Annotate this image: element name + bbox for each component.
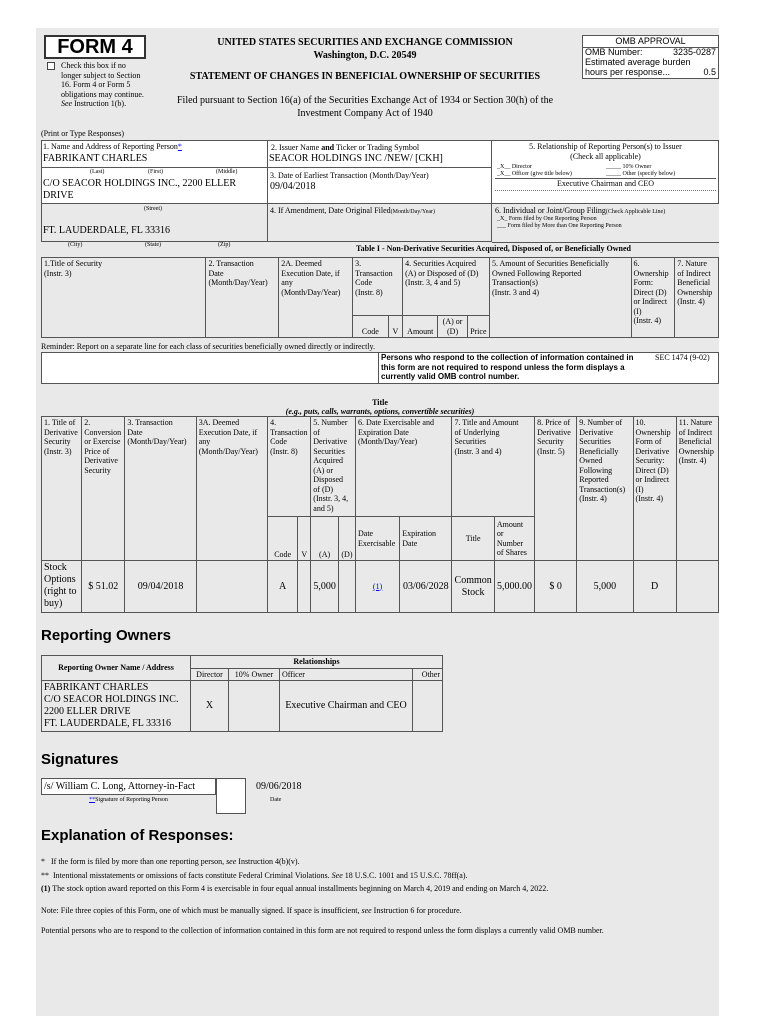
box6-label bbox=[495, 206, 665, 216]
t2-d-header: (D) bbox=[338, 517, 355, 561]
t2-code-cell: A bbox=[268, 561, 298, 613]
ro-relationships-header: Relationships bbox=[191, 656, 443, 669]
check-box-note bbox=[61, 61, 147, 109]
footnote-1-link[interactable]: (1) bbox=[372, 581, 383, 591]
box1-asterisk-link[interactable]: * bbox=[177, 142, 182, 151]
box5-title-underline bbox=[495, 190, 716, 191]
no-longer-subject-checkbox[interactable] bbox=[47, 62, 55, 70]
zip-label: (Zip) bbox=[218, 242, 231, 248]
t1-col3-header: 3. Transaction Code (Instr. 8) bbox=[353, 258, 403, 316]
ro-data-row bbox=[42, 681, 443, 732]
street-label: (Street) bbox=[144, 206, 162, 212]
t1-col2a-header: 2A. Deemed Execution Date, if any (Month/Day/Year) bbox=[279, 258, 353, 338]
t2-col3-header: 3. Transaction Date (Month/Day/Year) bbox=[125, 417, 196, 561]
omb-approval-title: OMB APPROVAL bbox=[582, 36, 719, 48]
burden-label: Estimated average burden bbox=[585, 57, 691, 67]
box6-bottom-line bbox=[492, 242, 719, 243]
t2-date-exercisable-header: Date Exercisable bbox=[355, 517, 399, 561]
ro-officer-header: Officer bbox=[280, 668, 413, 681]
signatures-heading: Signatures bbox=[41, 751, 119, 768]
explanation-heading: Explanation of Responses: bbox=[41, 827, 234, 844]
t2-col1-header: 1. Title of Derivative Security (Instr. 3) bbox=[42, 417, 82, 561]
note-2-pre: Intentional misstatements or omissions of facts constitute Federal Criminal Violations. bbox=[53, 871, 330, 880]
persons-notice: Persons who respond to the collection of information contained in this form are not required to respond unless the form displays a currently valid OMB control number. bbox=[381, 353, 634, 381]
reminder-note: Reminder: Report on a separate line for each class of securities beneficially owned directly or indirectly. bbox=[41, 342, 376, 351]
ro-other-header: Other bbox=[413, 668, 443, 681]
table2-subtitle: (e.g., puts, calls, warrants, options, convertible securities) bbox=[285, 407, 475, 416]
issuer-name: SEACOR HOLDINGS INC /NEW/ [CKH] bbox=[269, 153, 443, 164]
t2-exercisable-cell bbox=[355, 561, 399, 613]
reporting-owners-table bbox=[41, 655, 443, 732]
ro-ten-pct-cell bbox=[229, 681, 280, 732]
street-address-1: C/O SEACOR HOLDINGS INC., 2200 ELLER bbox=[43, 178, 237, 189]
t2-owned-cell: 5,000 bbox=[577, 561, 633, 613]
note-asterisk-2 bbox=[41, 871, 468, 881]
t2-date-cell: 09/04/2018 bbox=[125, 561, 196, 613]
box5-label: 5. Relationship of Reporting Person(s) to Issuer bbox=[529, 142, 682, 151]
box1-label bbox=[43, 142, 182, 152]
t2-conversion-cell: $ 51.02 bbox=[82, 561, 125, 613]
t2-col2-header: 2. Conversion or Exercise Price of Derivative Security bbox=[82, 417, 125, 561]
other-option: _____ Other (specify below) bbox=[606, 171, 676, 177]
director-option: _X__ Director bbox=[497, 164, 532, 170]
potential-persons-note: Potential persons who are to respond to the collection of information contained in this form are not required to respond unless the form displays a currently valid OMB number. bbox=[41, 926, 604, 935]
reporting-person-name: FABRIKANT CHARLES bbox=[43, 153, 148, 164]
footnote-1-text: The stock option award reported on this Form 4 is exercisable in four equal annual installments beginning on March 4, 2019 and ending on March 4, 2022. bbox=[52, 884, 549, 893]
t2-col11-header: 11. Nature of Indirect Beneficial Ownership (Instr. 4) bbox=[676, 417, 718, 561]
t2-col7-header: 7. Title and Amount of Underlying Securities (Instr. 3 and 4) bbox=[452, 417, 535, 517]
filed-pursuant-2: Investment Company Act of 1940 bbox=[297, 108, 433, 119]
signature-label bbox=[41, 797, 216, 804]
t2-col5-header: 5. Number of Derivative Securities Acquired (A) or Disposed of (D) (Instr. 3, 4, and 5) bbox=[311, 417, 356, 517]
box2-label-pre: 2. Issuer Name bbox=[271, 143, 320, 152]
t1-price-header: Price bbox=[467, 316, 489, 338]
t2-underlying-title-cell: Common Stock bbox=[452, 561, 494, 613]
box5-sub: (Check all applicable) bbox=[570, 152, 641, 161]
reminder-left-box bbox=[41, 352, 379, 384]
last-label: (Last) bbox=[90, 169, 105, 175]
t2-security-cell: Stock Options (right to buy) bbox=[42, 561, 82, 613]
t2-d-cell bbox=[338, 561, 355, 613]
one-reporting-person-option: _X_ Form filed by One Reporting Person bbox=[497, 216, 597, 222]
note-2-post: 18 U.S.C. 1001 and 15 U.S.C. 78ff(a). bbox=[344, 871, 468, 880]
t2-col10-header: 10. Ownership Form of Derivative Security: Direct (D) or Indirect (I) (Instr. 4) bbox=[633, 417, 676, 561]
table2-data-row bbox=[42, 561, 719, 613]
t2-underlying-amount-cell: 5,000.00 bbox=[494, 561, 534, 613]
table1-header-row bbox=[42, 258, 719, 316]
t2-col6-header: 6. Date Exercisable and Expiration Date (Month/Day/Year) bbox=[355, 417, 451, 517]
ro-director-header: Director bbox=[191, 668, 229, 681]
note-asterisk-1 bbox=[41, 857, 300, 867]
t1-code-header: Code bbox=[353, 316, 388, 338]
ro-officer-cell: Executive Chairman and CEO bbox=[280, 681, 413, 732]
sec-code: SEC 1474 (9-02) bbox=[655, 353, 710, 362]
ro-name-header: Reporting Owner Name / Address bbox=[42, 656, 191, 681]
note-1-post: Instruction 4(b)(v). bbox=[238, 857, 300, 866]
filed-pursuant-1: Filed pursuant to Section 16(a) of the Securities Exchange Act of 1934 or Section 30(h) of the bbox=[176, 95, 554, 106]
t1-col6-header: 6. Ownership Form: Direct (D) or Indirect (I) (Instr. 4) bbox=[631, 258, 675, 338]
officer-option: _X__ Officer (give title below) bbox=[497, 171, 572, 177]
t2-col3a-header: 3A. Deemed Execution Date, if any (Month/Day/Year) bbox=[196, 417, 267, 561]
signer-name: /s/ William C. Long, Attorney-in-Fact bbox=[44, 781, 196, 792]
t2-col4-header: 4. Transaction Code (Instr. 8) bbox=[268, 417, 311, 517]
box3-label: 3. Date of Earliest Transaction (Month/Day/Year) bbox=[270, 171, 429, 180]
box4-label-text: 4. If Amendment, Date Original Filed bbox=[270, 206, 391, 215]
box4-label-small: (Month/Day/Year) bbox=[390, 209, 436, 215]
ro-ten-pct-header: 10% Owner bbox=[229, 668, 280, 681]
table2-title: Title bbox=[372, 398, 388, 407]
signature-date-label: Date bbox=[270, 797, 282, 803]
agency-city: Washington, D.C. 20549 bbox=[313, 50, 417, 61]
check-box-note-text: Check this box if no longer subject to Section 16. Form 4 or Form 5 obligations may continue. bbox=[61, 61, 144, 99]
first-label: (First) bbox=[148, 169, 163, 175]
agency-name: UNITED STATES SECURITIES AND EXCHANGE COMMISSION bbox=[217, 37, 513, 48]
filing-note-see: see bbox=[361, 906, 372, 915]
box4-label bbox=[270, 206, 435, 216]
officer-title: Executive Chairman and CEO bbox=[556, 179, 655, 188]
print-type-note: (Print or Type Responses) bbox=[41, 129, 125, 138]
footnote-1 bbox=[41, 884, 719, 894]
ro-other-cell bbox=[413, 681, 443, 732]
omb-number-label: OMB Number: bbox=[585, 47, 643, 57]
t2-title-header: Title bbox=[452, 517, 494, 561]
ro-header-row bbox=[42, 656, 443, 669]
filing-note-post: Instruction 6 for procedure. bbox=[373, 906, 462, 915]
burden-hours-label: hours per response... bbox=[585, 67, 671, 77]
box2-label bbox=[271, 143, 419, 153]
t2-a-cell: 5,000 bbox=[311, 561, 339, 613]
t2-form-cell: D bbox=[633, 561, 676, 613]
t1-aord-header: (A) or (D) bbox=[438, 316, 467, 338]
t1-col7-header: 7. Nature of Indirect Beneficial Ownership (Instr. 4) bbox=[675, 258, 719, 338]
box1-label-text: 1. Name and Address of Reporting Person bbox=[43, 142, 178, 151]
statement-title: STATEMENT OF CHANGES IN BENEFICIAL OWNERSHIP OF SECURITIES bbox=[189, 71, 541, 82]
omb-number: 3235-0287 bbox=[672, 47, 716, 57]
t1-v-header: V bbox=[388, 316, 403, 338]
more-reporting-persons-option: ___ Form filed by More than One Reporting Person bbox=[497, 223, 622, 229]
signature-date: 09/06/2018 bbox=[256, 781, 302, 792]
reporting-owners-heading: Reporting Owners bbox=[41, 627, 172, 644]
street-address-2: DRIVE bbox=[43, 190, 74, 201]
ten-pct-option: _____ 10% Owner bbox=[606, 164, 652, 170]
filing-note bbox=[41, 906, 719, 916]
t2-code-header: Code bbox=[268, 517, 298, 561]
earliest-transaction-date: 09/04/2018 bbox=[270, 181, 316, 192]
t1-col2-header: 2. Transaction Date (Month/Day/Year) bbox=[206, 258, 279, 338]
table2-derivative bbox=[41, 416, 719, 613]
t2-expiration-cell: 03/06/2028 bbox=[400, 561, 452, 613]
signature-asterisk-link[interactable]: ** bbox=[89, 797, 96, 803]
note-1-see: see bbox=[226, 857, 237, 866]
check-box-note-see: See bbox=[61, 99, 73, 108]
ro-director-cell: X bbox=[191, 681, 229, 732]
city-address: FT. LAUDERDALE, FL 33316 bbox=[43, 225, 170, 236]
table2-header-row bbox=[42, 417, 719, 517]
box2-label-and: and bbox=[321, 143, 335, 152]
check-box-note-instruction: Instruction 1(b). bbox=[74, 99, 127, 108]
form-title: FORM 4 bbox=[57, 36, 133, 58]
table1-title: Table I - Non-Derivative Securities Acquired, Disposed of, or Beneficially Owned bbox=[356, 244, 631, 253]
burden-hours: 0.5 bbox=[703, 67, 716, 77]
note-2-mark: ** bbox=[41, 871, 49, 880]
box6-label-small: (Check Applicable Line) bbox=[605, 209, 666, 215]
t2-nature-cell bbox=[676, 561, 718, 613]
t2-price-cell: $ 0 bbox=[535, 561, 577, 613]
t2-col9-header: 9. Number of Derivative Securities Beneficially Owned Following Reported Transaction(s) (Instr. 4) bbox=[577, 417, 633, 561]
t1-col5-header: 5. Amount of Securities Beneficially Owned Following Reported Transaction(s) (Instr. 3 and 4) bbox=[489, 258, 631, 338]
t2-amount-header: Amount or Number of Shares bbox=[494, 517, 534, 561]
footnote-1-mark: (1) bbox=[41, 884, 51, 893]
ro-owner-cell: FABRIKANT CHARLES C/O SEACOR HOLDINGS INC. 2200 ELLER DRIVE FT. LAUDERDALE, FL 33316 bbox=[42, 681, 191, 732]
t1-col1-header: 1.Title of Security (Instr. 3) bbox=[42, 258, 206, 338]
t1-col4-header: 4. Securities Acquired (A) or Disposed of (D) (Instr. 3, 4 and 5) bbox=[403, 258, 490, 316]
state-label: (State) bbox=[145, 242, 161, 248]
filing-note-pre: Note: File three copies of this Form, one of which must be manually signed. If space is insufficient, bbox=[41, 906, 360, 915]
t2-expiration-header: Expiration Date bbox=[400, 517, 452, 561]
t1-amount-header: Amount bbox=[403, 316, 438, 338]
t2-v-cell bbox=[298, 561, 311, 613]
note-2-see: See bbox=[331, 871, 343, 880]
middle-label: (Middle) bbox=[216, 169, 238, 175]
t2-a-header: (A) bbox=[311, 517, 339, 561]
note-1-mark: * bbox=[41, 857, 45, 866]
signature-label-text: Signature of Reporting Person bbox=[95, 797, 168, 803]
note-1-pre: If the form is filed by more than one reporting person, bbox=[51, 857, 225, 866]
t2-v-header: V bbox=[298, 517, 311, 561]
t2-col8-header: 8. Price of Derivative Security (Instr. 5) bbox=[535, 417, 577, 561]
t2-deemed-cell bbox=[196, 561, 267, 613]
signature-date-box bbox=[216, 778, 246, 814]
box6-label-text: 6. Individual or Joint/Group Filing bbox=[495, 206, 606, 215]
table1-non-derivative bbox=[41, 257, 719, 338]
box2-label-post: Ticker or Trading Symbol bbox=[335, 143, 420, 152]
city-label: (City) bbox=[68, 242, 83, 248]
